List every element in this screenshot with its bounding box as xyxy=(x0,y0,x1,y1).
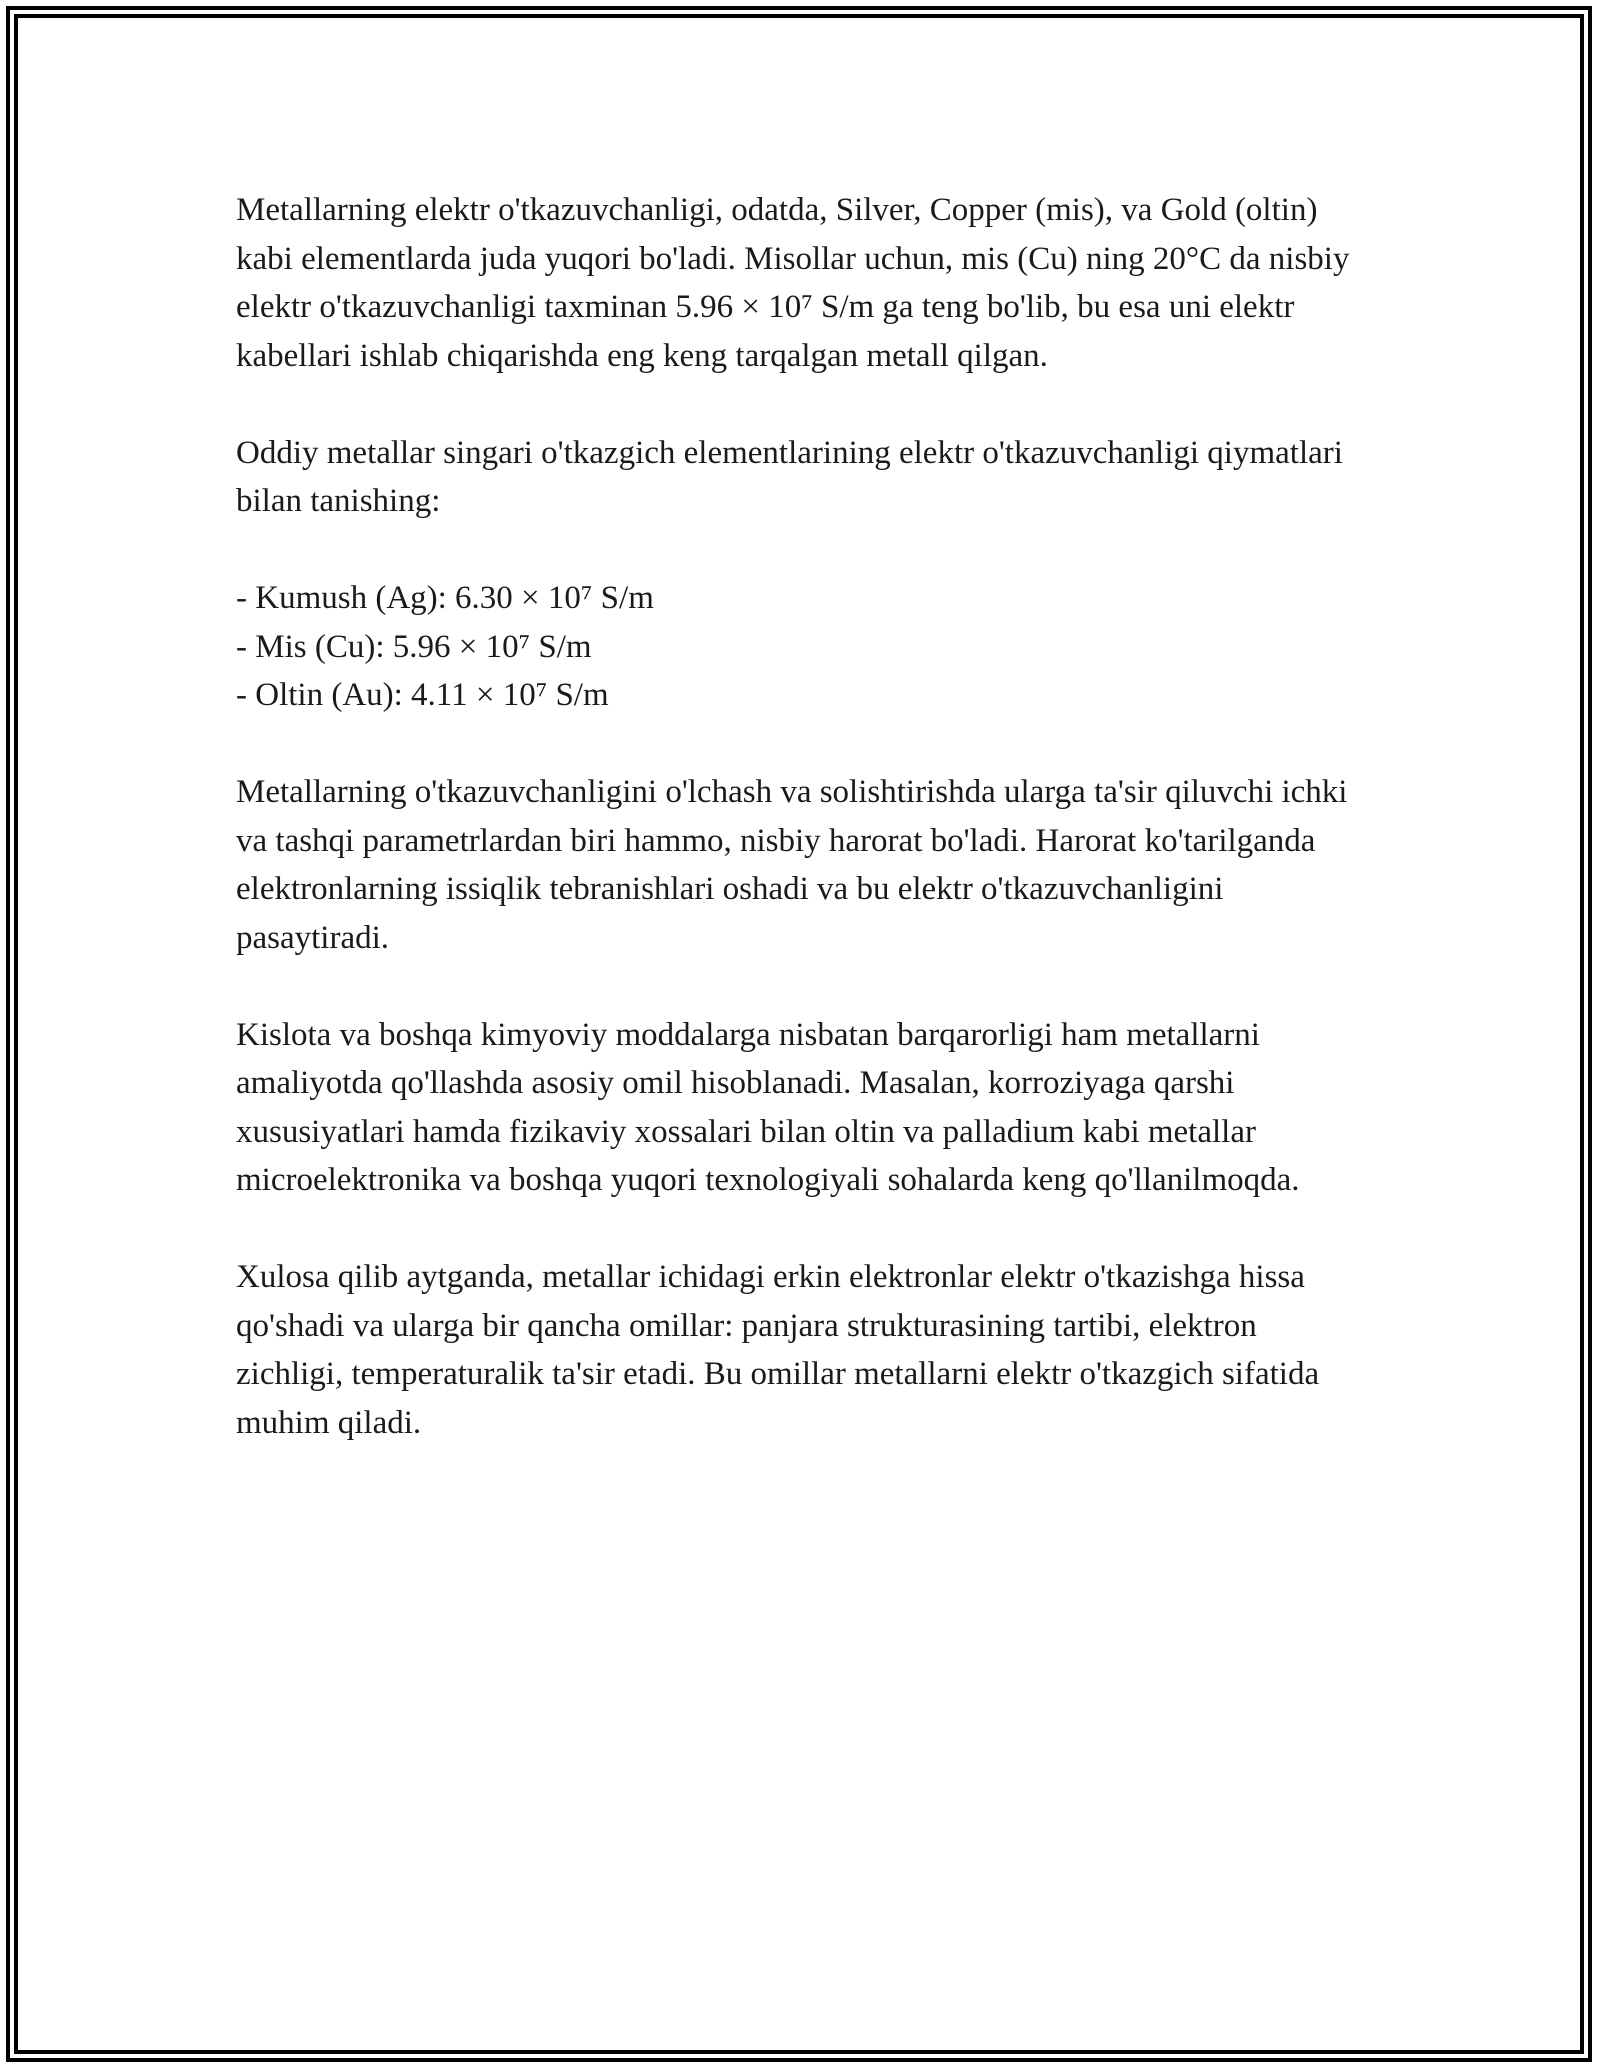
list-item-silver: - Kumush (Ag): 6.30 × 10⁷ S/m xyxy=(236,580,654,616)
paragraph-conclusion: Xulosa qilib aytganda, metallar ichidagi erkin elektronlar elektr o'tkazishga hissa qo'shadi va ularga bir qancha omillar: panjara strukturasining tartibi, elektron zichligi, temperaturalik ta'sir etadi. Bu omillar metallarni elektr o'tkazgich sifatida muhim qiladi. xyxy=(236,1259,1320,1441)
document-body xyxy=(236,186,1366,1496)
paragraph-corrosion: Kislota va boshqa kimyoviy moddalarga nisbatan barqarorligi ham metallarni amaliyotda qo'llashda asosiy omil hisoblanadi. Masalan, korroziyaga qarshi xususiyatlari hamda fizikaviy xossalari bilan oltin va palladium kabi metallar microelektronika va boshqa yuqori texnologiyali sohalarda keng qo'llanilmoqda. xyxy=(236,1016,1300,1198)
paragraph-list-intro: Oddiy metallar singari o'tkazgich elementlarining elektr o'tkazuvchanligi qiymatlari bilan tanishing: xyxy=(236,434,1343,519)
conductivity-list xyxy=(236,574,1366,720)
paragraph-temperature: Metallarning o'tkazuvchanligini o'lchash va solishtirishda ularga ta'sir qiluvchi ichki va tashqi parametrlardan biri hammo, nisbiy harorat bo'ladi. Harorat ko'tarilganda elektronlarning issiqlik tebranishlari oshadi va bu elektr o'tkazuvchanligini pasaytiradi. xyxy=(236,774,1348,956)
paragraph-intro: Metallarning elektr o'tkazuvchanligi, odatda, Silver, Copper (mis), va Gold (oltin) kabi elementlarda juda yuqori bo'ladi. Misollar uchun, mis (Cu) ning 20°C da nisbiy elektr o'tkazuvchanligi taxminan 5.96 × 10⁷ S/m ga teng bo'lib, bu esa uni elektr kabellari ishlab chiqarishda eng keng tarqalgan metall qilgan. xyxy=(236,192,1350,374)
list-item-copper: - Mis (Cu): 5.96 × 10⁷ S/m xyxy=(236,628,592,665)
list-item-gold: - Oltin (Au): 4.11 × 10⁷ S/m xyxy=(236,677,609,713)
